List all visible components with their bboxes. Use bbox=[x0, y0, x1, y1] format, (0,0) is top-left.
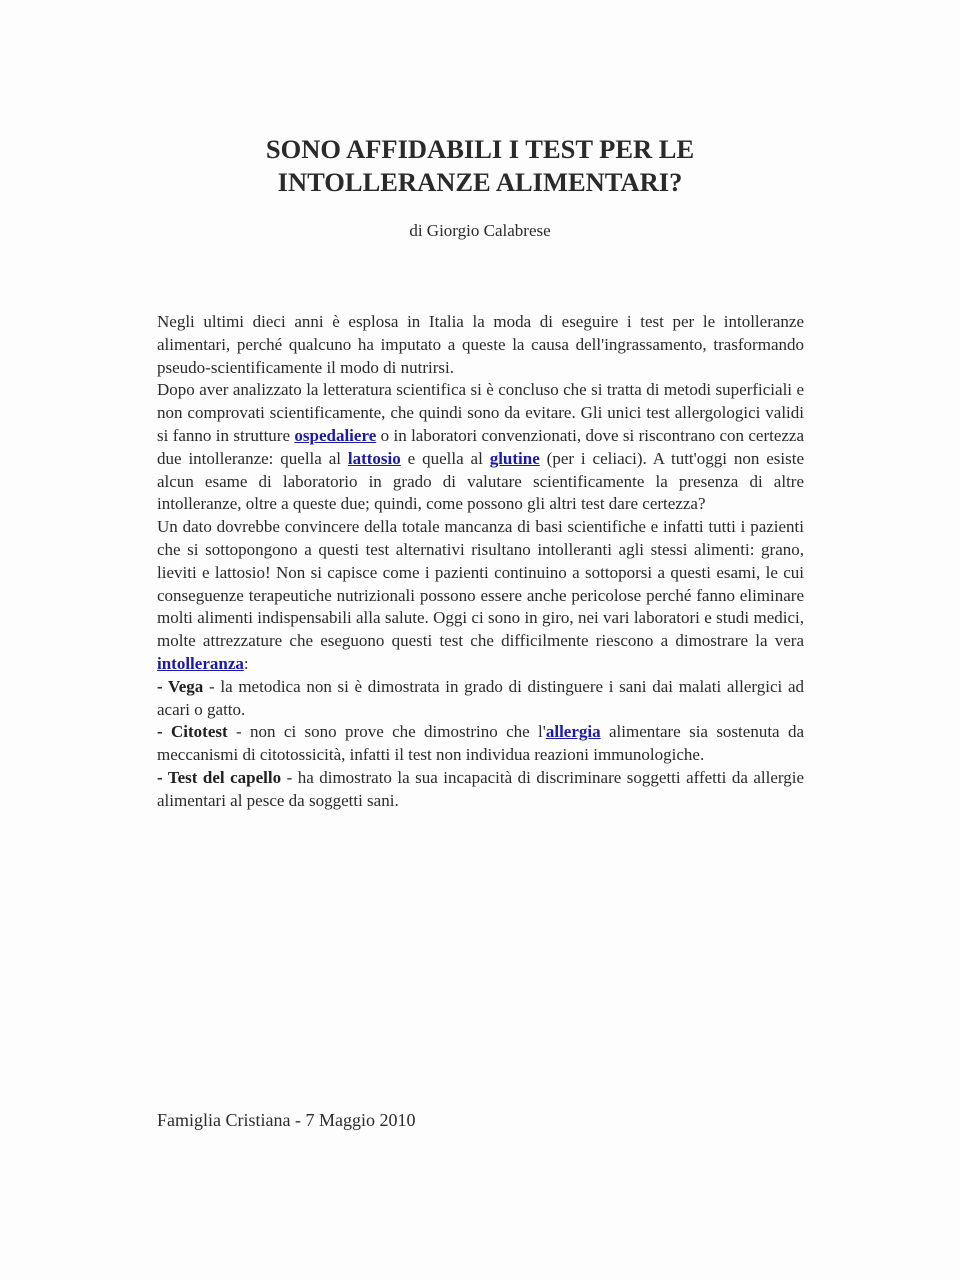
method-vega bbox=[157, 676, 804, 722]
method-vega-text: - la metodica non si è dimostrata in grado di distinguere i sani dai malati allergici ad acari o gatto. bbox=[157, 676, 804, 719]
document-title bbox=[160, 133, 800, 199]
article-body bbox=[157, 311, 804, 813]
title-line-2: INTOLLERANZE ALIMENTARI? bbox=[277, 167, 683, 197]
paragraph-intro bbox=[157, 311, 804, 379]
link-allergia[interactable]: allergia bbox=[545, 722, 601, 742]
paragraph-analysis bbox=[157, 379, 804, 516]
paragraph-evidence bbox=[157, 516, 804, 676]
title-line-1: SONO AFFIDABILI I TEST PER LE bbox=[265, 134, 695, 164]
method-vega-label: - Vega bbox=[157, 676, 204, 696]
paragraph-evidence-text-a: Un dato dovrebbe convincere della totale mancanza di basi scientifiche e infatti tutti i pazienti che si sottopongono a questi test alternativi risultano intolleranti agli stessi alimenti: grano, lieviti e lattosio! Non si capisce come i pazienti continuino a sottoporsi a questi esami, le cui conseguenze terapeutiche nutrizionali possono essere anche pericolose perché fanno eliminare molti alimenti indispensabili alla salute. Oggi ci sono in giro, nei vari laboratori e studi medici, molte attrezzature che eseguono questi test che difficilmente riescono a dimostrare la vera bbox=[157, 517, 804, 651]
author-byline: di Giorgio Calabrese bbox=[409, 221, 551, 240]
source-footer: Famiglia Cristiana - 7 Maggio 2010 bbox=[157, 1110, 416, 1130]
paragraph-analysis-text-a: Dopo aver analizzato la letteratura scientifica si è concluso che si tratta di metodi superficiali e non comprovati scientificamente, che quindi sono da evitare. Gli unici test allergologici validi si fanno in strutture bbox=[157, 380, 804, 445]
link-glutine[interactable]: glutine bbox=[489, 448, 540, 468]
link-lattosio[interactable]: lattosio bbox=[347, 448, 401, 468]
link-intolleranza[interactable]: intolleranza bbox=[157, 653, 244, 673]
method-citotest-label: - Citotest bbox=[157, 722, 228, 742]
method-capello bbox=[157, 767, 804, 813]
paragraph-analysis-text-c: e quella al bbox=[400, 448, 490, 468]
paragraph-analysis-text-b: o in laboratori convenzionati, dove si riscontrano con certezza due intolleranze: quella al bbox=[157, 425, 805, 468]
method-citotest bbox=[157, 721, 804, 767]
method-citotest-text-a: - non ci sono prove che dimostrino che l' bbox=[227, 722, 546, 742]
method-capello-label: - Test del capello bbox=[157, 767, 282, 787]
paragraph-intro-text: Negli ultimi dieci anni è esplosa in Italia la moda di eseguire i test per le intolleranze alimentari, perché qualcuno ha imputato a queste la causa dell'ingrassamento, trasformando pseudo-scientificamente il modo di nutrirsi. bbox=[157, 312, 804, 377]
method-citotest-text-b: alimentare sia sostenuta da meccanismi di citotossicità, infatti il test non individua reazioni immunologiche. bbox=[157, 722, 804, 765]
paragraph-evidence-text-b: : bbox=[243, 653, 249, 673]
paragraph-analysis-text-d: (per i celiaci). A tutt'oggi non esiste alcun esame di laboratorio in grado di valutare scientificamente la presenza di altre intolleranze, oltre a queste due; quindi, come possono gli altri test dare certezza? bbox=[157, 448, 804, 514]
method-capello-text: - ha dimostrato la sua incapacità di discriminare soggetti affetti da allergie alimentari al pesce da soggetti sani. bbox=[157, 767, 805, 810]
link-ospedaliere[interactable]: ospedaliere bbox=[294, 425, 377, 445]
